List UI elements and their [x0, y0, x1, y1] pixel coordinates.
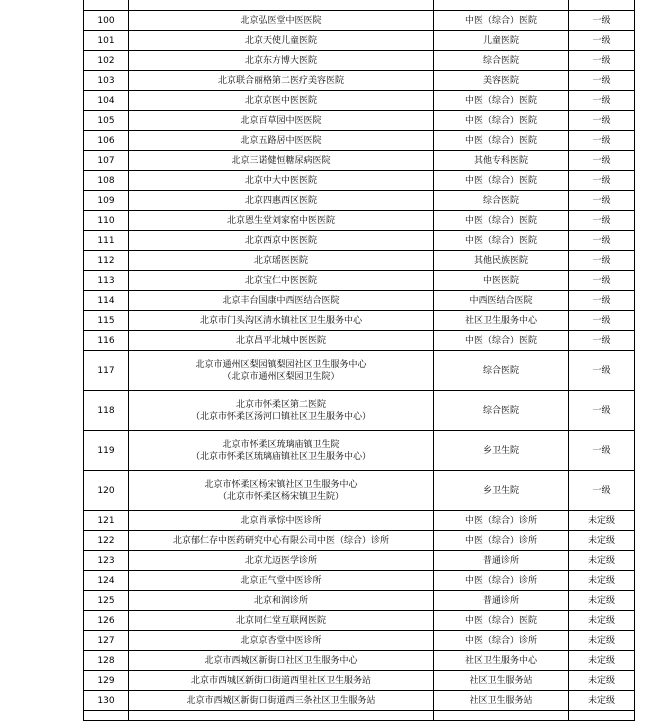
institution-type: 中医医院 — [434, 271, 569, 291]
institution-name-line: 北京尤迈医学诊所 — [244, 555, 317, 566]
table-row — [84, 311, 635, 331]
table-row — [84, 31, 635, 51]
institution-type: 中医（综合）医院 — [434, 331, 569, 351]
institution-type: 社区卫生服务中心 — [434, 311, 569, 331]
institution-name-line: 北京西京中医医院 — [244, 235, 317, 246]
institution-name-line: 北京肖承悰中医诊所 — [240, 515, 322, 526]
row-number: 114 — [84, 291, 129, 311]
table-row — [84, 591, 635, 611]
institution-level: 一级 — [569, 331, 635, 351]
institution-name — [129, 671, 434, 691]
institution-level: 一级 — [569, 471, 635, 511]
institution-type: 其他民族医院 — [434, 251, 569, 271]
institution-name — [129, 271, 434, 291]
institution-name — [129, 691, 434, 711]
institution-type: 乡卫生院 — [434, 431, 569, 471]
table-row — [84, 551, 635, 571]
row-number: 120 — [84, 471, 129, 511]
row-number: 107 — [84, 151, 129, 171]
table-row — [84, 471, 635, 511]
institution-type: 中医（综合）医院 — [434, 91, 569, 111]
institution-level: 未定级 — [569, 551, 635, 571]
row-number: 103 — [84, 71, 129, 91]
row-number: 115 — [84, 311, 129, 331]
institution-level: 一级 — [569, 231, 635, 251]
table-row — [84, 391, 635, 431]
institution-name — [129, 591, 434, 611]
institution-type: 儿童医院 — [434, 31, 569, 51]
institution-level: 未定级 — [569, 571, 635, 591]
institution-name — [129, 31, 434, 51]
institution-name — [129, 431, 434, 471]
table-row — [84, 571, 635, 591]
institution-level: 未定级 — [569, 651, 635, 671]
institution-name — [129, 171, 434, 191]
row-number: 111 — [84, 231, 129, 251]
table-row — [84, 191, 635, 211]
institution-name — [129, 151, 434, 171]
institution-name — [129, 531, 434, 551]
table-row — [84, 531, 635, 551]
institution-name-line: 北京市西城区新街口社区卫生服务中心 — [204, 655, 358, 666]
row-number: 128 — [84, 651, 129, 671]
institution-type: 美容医院 — [434, 71, 569, 91]
institution-type: 中医（综合）诊所 — [434, 511, 569, 531]
institution-level: 未定级 — [569, 631, 635, 651]
row-number: 119 — [84, 431, 129, 471]
table-row — [84, 71, 635, 91]
table-row — [84, 651, 635, 671]
institution-type: 综合医院 — [434, 351, 569, 391]
institution-name-line: 北京联合丽格第二医疗美容医院 — [217, 75, 344, 86]
table-row — [84, 211, 635, 231]
institution-name — [129, 631, 434, 651]
institution-level: 未定级 — [569, 531, 635, 551]
institution-type: 中医（综合）医院 — [434, 11, 569, 31]
institution-name-line: 北京五路居中医医院 — [240, 135, 322, 146]
institution-type: 社区卫生服务站 — [434, 691, 569, 711]
institution-level: 一级 — [569, 11, 635, 31]
row-number: 127 — [84, 631, 129, 651]
institution-name — [129, 511, 434, 531]
institution-name-line: （北京市通州区梨园卫生院） — [222, 371, 340, 382]
row-number: 100 — [84, 11, 129, 31]
institution-level: 未定级 — [569, 691, 635, 711]
institution-name — [129, 51, 434, 71]
institution-type: 社区卫生服务站 — [434, 671, 569, 691]
institution-type: 中医（综合）医院 — [434, 171, 569, 191]
institution-type: 普通诊所 — [434, 551, 569, 571]
institution-name-line: 北京宝仁中医医院 — [244, 275, 317, 286]
institution-type: 综合医院 — [434, 391, 569, 431]
institution-level: 一级 — [569, 51, 635, 71]
table-row — [84, 351, 635, 391]
institution-level: 一级 — [569, 351, 635, 391]
table-row — [84, 51, 635, 71]
table-row — [84, 511, 635, 531]
table-row — [84, 91, 635, 111]
institution-type: 综合医院 — [434, 191, 569, 211]
institution-name-line: 北京恩生堂刘家窑中医医院 — [226, 215, 335, 226]
institution-name-line: 北京四惠西区医院 — [244, 195, 317, 206]
institution-name-line: （北京市怀柔区琉璃庙镇社区卫生服务中心） — [190, 451, 371, 462]
table-row — [84, 271, 635, 291]
row-number: 129 — [84, 671, 129, 691]
institution-name-line: 北京天使儿童医院 — [244, 35, 317, 46]
institution-name — [129, 211, 434, 231]
institution-name — [129, 391, 434, 431]
row-number: 112 — [84, 251, 129, 271]
institution-name-line: 北京弘医堂中医医院 — [240, 15, 322, 26]
table-row-cut-top — [84, 0, 635, 11]
row-number: 122 — [84, 531, 129, 551]
row-number: 118 — [84, 391, 129, 431]
institution-name-line: （北京市怀柔区杨宋镇卫生院） — [217, 491, 344, 502]
institution-name — [129, 111, 434, 131]
institution-level: 一级 — [569, 271, 635, 291]
institution-name-line: 北京郁仁存中医药研究中心有限公司中医（综合）诊所 — [172, 535, 389, 546]
institution-name — [129, 191, 434, 211]
institution-name-line: 北京昌平北城中医医院 — [235, 335, 326, 346]
table-row — [84, 691, 635, 711]
table-row — [84, 251, 635, 271]
institution-level: 一级 — [569, 111, 635, 131]
table-row — [84, 151, 635, 171]
institution-level: 一级 — [569, 311, 635, 331]
institution-name-line: 北京三诺健恒糖尿病医院 — [231, 155, 331, 166]
table-row-cut-bottom — [84, 711, 635, 721]
institution-type: 普通诊所 — [434, 591, 569, 611]
institution-type: 中医（综合）医院 — [434, 111, 569, 131]
table-row — [84, 131, 635, 151]
institution-type: 中医（综合）医院 — [434, 611, 569, 631]
institution-name-line: 北京丰台国康中西医结合医院 — [222, 295, 340, 306]
institution-name — [129, 91, 434, 111]
institution-type: 中医（综合）医院 — [434, 231, 569, 251]
institution-name — [129, 251, 434, 271]
institution-type: 中医（综合）诊所 — [434, 531, 569, 551]
row-number: 117 — [84, 351, 129, 391]
institution-level: 一级 — [569, 211, 635, 231]
table-row — [84, 431, 635, 471]
institution-level: 一级 — [569, 291, 635, 311]
table-row — [84, 291, 635, 311]
institution-name — [129, 131, 434, 151]
row-number: 108 — [84, 171, 129, 191]
institution-name-line: 北京同仁堂互联网医院 — [235, 615, 326, 626]
row-number: 109 — [84, 191, 129, 211]
row-number: 110 — [84, 211, 129, 231]
institution-name-line: 北京东方博大医院 — [244, 55, 317, 66]
institution-type: 中西医结合医院 — [434, 291, 569, 311]
row-number: 130 — [84, 691, 129, 711]
institution-name — [129, 291, 434, 311]
institution-level: 未定级 — [569, 591, 635, 611]
institution-level: 未定级 — [569, 671, 635, 691]
institution-name — [129, 571, 434, 591]
institution-name — [129, 611, 434, 631]
institution-level: 未定级 — [569, 611, 635, 631]
institution-level: 一级 — [569, 171, 635, 191]
institution-name-line: 北京京医中医医院 — [244, 95, 317, 106]
table-row — [84, 611, 635, 631]
institution-type: 其他专科医院 — [434, 151, 569, 171]
institution-name-line: 北京京杏堂中医诊所 — [240, 635, 322, 646]
institution-level: 一级 — [569, 151, 635, 171]
institution-name-line: 北京中大中医医院 — [244, 175, 317, 186]
institution-level: 一级 — [569, 191, 635, 211]
institution-name — [129, 331, 434, 351]
institution-type: 中医（综合）诊所 — [434, 571, 569, 591]
institution-name — [129, 71, 434, 91]
table-row — [84, 671, 635, 691]
institution-level: 一级 — [569, 251, 635, 271]
table-row — [84, 11, 635, 31]
institution-type: 综合医院 — [434, 51, 569, 71]
institution-name-line: 北京正气堂中医诊所 — [240, 575, 322, 586]
row-number: 116 — [84, 331, 129, 351]
institution-name-line: 北京市怀柔区第二医院 — [235, 399, 326, 410]
institution-level: 一级 — [569, 391, 635, 431]
table-row — [84, 111, 635, 131]
institution-name — [129, 311, 434, 331]
table-row — [84, 631, 635, 651]
table-row — [84, 331, 635, 351]
institution-name — [129, 11, 434, 31]
hospital-table — [83, 0, 635, 721]
institution-name-line: 北京市怀柔区杨宋镇社区卫生服务中心 — [204, 479, 358, 490]
institution-name-line: 北京和润诊所 — [253, 595, 308, 606]
row-number: 126 — [84, 611, 129, 631]
institution-type: 中医（综合）医院 — [434, 211, 569, 231]
institution-level: 一级 — [569, 131, 635, 151]
institution-name-line: 北京瑶医医院 — [253, 255, 308, 266]
institution-level: 一级 — [569, 91, 635, 111]
table-row — [84, 171, 635, 191]
table-row — [84, 231, 635, 251]
institution-name-line: 北京市通州区梨园镇梨园社区卫生服务中心 — [195, 359, 367, 370]
institution-level: 一级 — [569, 431, 635, 471]
institution-name-line: 北京百草园中医医院 — [240, 115, 322, 126]
row-number: 104 — [84, 91, 129, 111]
institution-type: 中医（综合）诊所 — [434, 631, 569, 651]
institution-level: 一级 — [569, 71, 635, 91]
institution-name — [129, 551, 434, 571]
hospital-list-sheet — [83, 0, 634, 721]
institution-name — [129, 351, 434, 391]
row-number: 106 — [84, 131, 129, 151]
institution-name-line: （北京市怀柔区汤河口镇社区卫生服务中心） — [190, 411, 371, 422]
institution-name — [129, 231, 434, 251]
institution-type: 社区卫生服务中心 — [434, 651, 569, 671]
institution-name — [129, 471, 434, 511]
row-number: 102 — [84, 51, 129, 71]
institution-type: 乡卫生院 — [434, 471, 569, 511]
institution-name-line: 北京市西城区新街口街道西三条社区卫生服务站 — [186, 695, 376, 706]
row-number: 123 — [84, 551, 129, 571]
row-number: 125 — [84, 591, 129, 611]
row-number: 101 — [84, 31, 129, 51]
row-number: 113 — [84, 271, 129, 291]
institution-name — [129, 651, 434, 671]
institution-name-line: 北京市门头沟区清水镇社区卫生服务中心 — [199, 315, 362, 326]
hospital-table-body — [84, 0, 635, 721]
row-number: 124 — [84, 571, 129, 591]
row-number: 121 — [84, 511, 129, 531]
institution-name-line: 北京市怀柔区琉璃庙镇卫生院 — [222, 439, 340, 450]
institution-name-line: 北京市西城区新街口街道西里社区卫生服务站 — [190, 675, 371, 686]
institution-type: 中医（综合）医院 — [434, 131, 569, 151]
institution-level: 未定级 — [569, 511, 635, 531]
institution-level: 一级 — [569, 31, 635, 51]
row-number: 105 — [84, 111, 129, 131]
